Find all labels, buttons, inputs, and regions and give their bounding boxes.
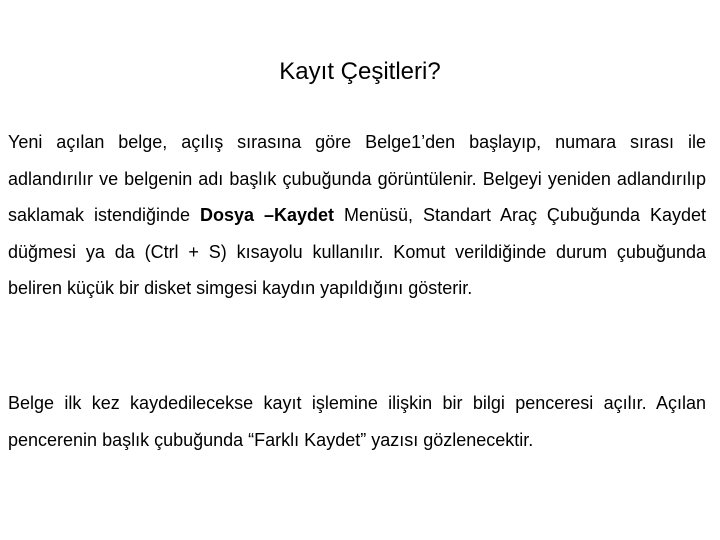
slide-title: Kayıt Çeşitleri?	[279, 58, 441, 85]
menu-path-bold: Dosya –Kaydet	[200, 205, 335, 225]
paragraph-first-save: Belge ilk kez kaydedilecekse kayıt işlemine ilişkin bir bilgi penceresi açılır. Açılan pencerenin başlık çubuğunda “Farklı Kaydet” yazısı gözlenecektir.	[8, 393, 706, 450]
paragraph-save-info	[8, 124, 706, 307]
paragraph-text-continued: Menüsü, Standart Araç Çubuğunda Kaydet düğmesi ya da (Ctrl + S) kısayolu kullanılır. Komut verildiğinde durum çubuğunda beliren küçük bir disket simgesi kaydın yapıldığını gösterir.	[8, 205, 706, 298]
paragraph-text: Yeni açılan belge, açılış sırasına göre Belge1’den başlayıp, numara sırası ile adlandırılır ve belgenin adı başlık çubuğunda görüntülenir. Belgeyi yeniden adlandırılıp saklamak istendiğinde	[8, 132, 706, 225]
